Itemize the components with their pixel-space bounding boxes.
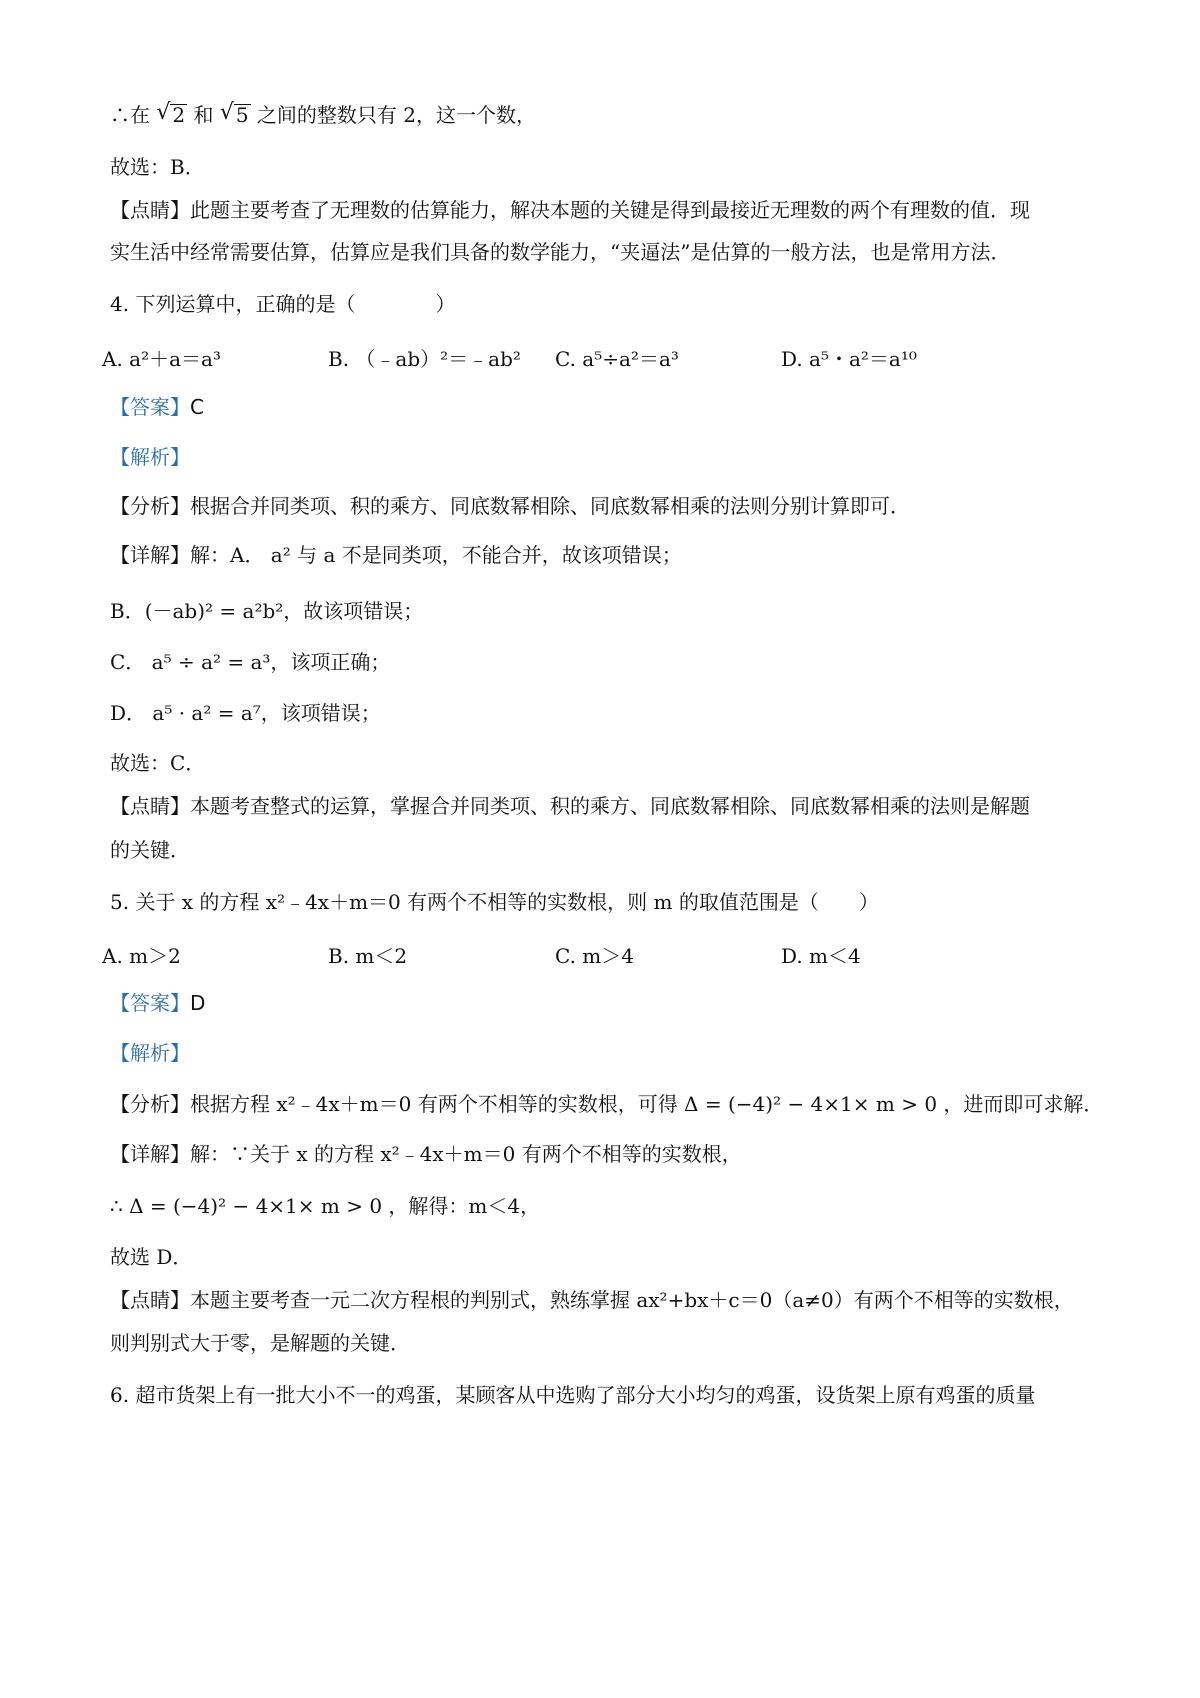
- answer-4: [110, 395, 204, 419]
- comment-5-line-1: 【点睛】本题主要考查一元二次方程根的判别式，熟练掌握 ax²+bx＋c＝0（a≠0）有两个不相等的实数根，: [110, 1288, 1074, 1312]
- q5-option-a: A. m＞2: [102, 944, 181, 968]
- comment-5-line-2: 则判别式大于零，是解题的关键．: [110, 1331, 410, 1355]
- q4-option-d: D. a⁵・a²＝a¹⁰: [781, 347, 917, 371]
- q4-option-a: A. a²＋a＝a³: [102, 347, 221, 371]
- q4-option-c: C. a⁵÷a²＝a³: [555, 347, 679, 371]
- conclusion-line: [110, 100, 536, 127]
- detail-4-b: B．(－ab)² = a²b²，故该项错误；: [110, 599, 424, 623]
- comment-4-line-1: 【点睛】本题考查整式的运算，掌握合并同类项、积的乘方、同底数幂相除、同底数幂相乘的法则是解题: [110, 794, 1030, 818]
- question-4: 4. 下列运算中，正确的是（ ）: [110, 292, 456, 316]
- solution-5: ∴ Δ = (−4)² − 4×1× m > 0 ，解得：m＜4，: [110, 1194, 541, 1218]
- sqrt-2: √ 2: [156, 100, 186, 127]
- comment-4-line-2: 的关键．: [110, 838, 190, 862]
- q5-option-c: C. m＞4: [555, 944, 634, 968]
- analysis-tag-4: 【解析】: [110, 445, 190, 469]
- text-rest: 之间的整数只有 2，这一个数，: [256, 103, 536, 127]
- question-6: 6. 超市货架上有一批大小不一的鸡蛋，某顾客从中选购了部分大小均匀的鸡蛋，设货架上原有鸡蛋的质量: [110, 1383, 1036, 1407]
- comment-line-1: 【点睛】此题主要考查了无理数的估算能力，解决本题的关键是得到最接近无理数的两个有理数的值．现: [110, 198, 1030, 222]
- analysis-4: 【分析】根据合并同类项、积的乘方、同底数幂相除、同底数幂相乘的法则分别计算即可．: [110, 494, 910, 518]
- answer-value: D: [190, 991, 206, 1015]
- detail-4-c: C． a⁵ ÷ a² = a³，该项正确；: [110, 650, 391, 674]
- sqrt-5: √ 5: [219, 100, 249, 127]
- question-5: 5. 关于 x 的方程 x²﹣4x＋m＝0 有两个不相等的实数根，则 m 的取值范围是（ ）: [110, 890, 879, 914]
- answer-value: C: [190, 395, 204, 419]
- q4-option-b: B. （﹣ab）²＝﹣ab²: [328, 347, 521, 371]
- answer-tag: 【答案】: [110, 395, 190, 419]
- answer-5: [110, 991, 205, 1015]
- detail-5: 【详解】解：∵关于 x 的方程 x²﹣4x＋m＝0 有两个不相等的实数根，: [110, 1142, 742, 1166]
- q5-option-d: D. m＜4: [781, 944, 861, 968]
- comment-line-2: 实生活中经常需要估算，估算应是我们具备的数学能力，“夹逼法”是估算的一般方法，也是常用方法．: [110, 240, 1011, 264]
- text-therefore: ∴在: [110, 103, 150, 127]
- text-and: 和: [193, 103, 214, 127]
- choose-c: 故选：C．: [110, 751, 206, 775]
- detail-4: 【详解】解：A． a² 与 a 不是同类项，不能合并，故该项错误；: [110, 543, 682, 567]
- q5-option-b: B. m＜2: [328, 944, 408, 968]
- analysis-5: 【分析】根据方程 x²﹣4x＋m＝0 有两个不相等的实数根，可得 Δ = (−4)² − 4×1× m > 0 ，进而即可求解．: [110, 1092, 1104, 1116]
- answer-tag: 【答案】: [110, 991, 190, 1015]
- detail-4-d: D． a⁵ · a² = a⁷，该项错误；: [110, 701, 381, 725]
- choose-d: 故选 D．: [110, 1245, 193, 1269]
- choose-b: 故选：B．: [110, 155, 205, 179]
- analysis-tag-5: 【解析】: [110, 1041, 190, 1065]
